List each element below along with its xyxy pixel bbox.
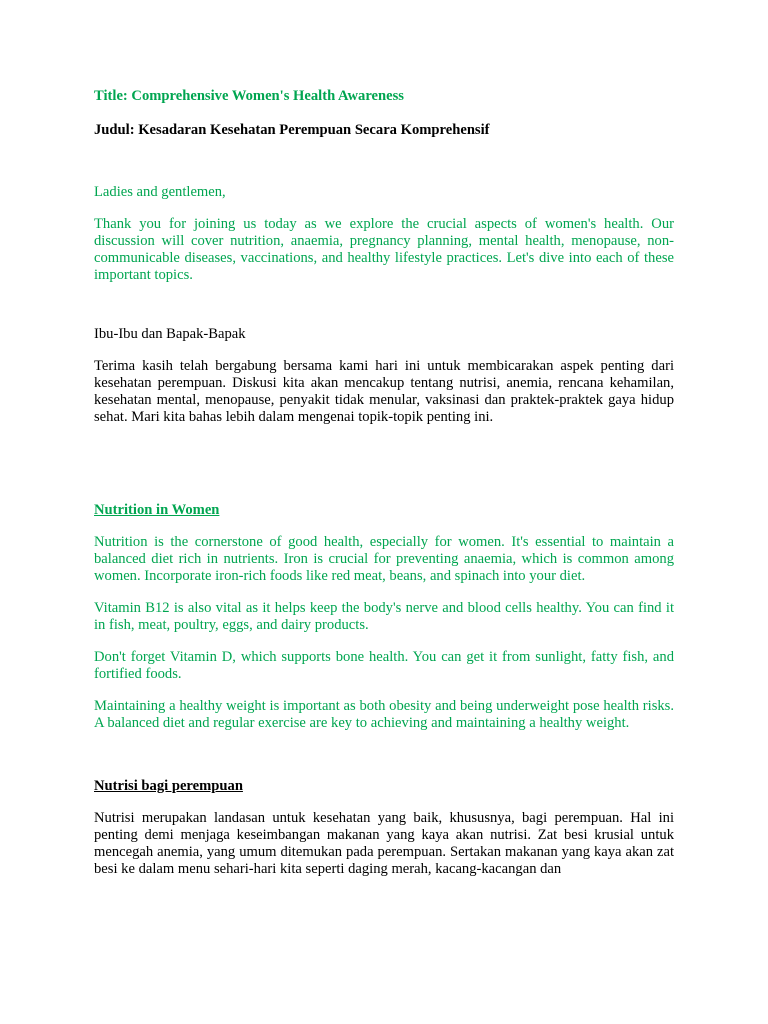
section-heading-nutrition-english: Nutrition in Women [94,502,220,518]
greeting-indonesian: Ibu-Ibu dan Bapak-Bapak [94,326,246,342]
nutrition-english-paragraph: Nutrition is the cornerstone of good health, especially for women. It's essential to maintain a balanced diet rich in nutrients. Iron is crucial for preventing anaemia, which is common among women. Incorporate iron-rich foods like red meat, beans, and spinach into your diet. [94,534,674,584]
title-english: Title: Comprehensive Women's Health Awareness [94,88,404,104]
intro-indonesian: Terima kasih telah bergabung bersama kami hari ini untuk membicarakan aspek penting dari kesehatan perempuan. Diskusi kita akan mencakup tentang nutrisi, anemia, rencana kehamilan, kesehatan mental, menopause, penyakit tidak menular, vaksinasi dan praktek-praktek gaya hidup sehat. Mari kita bahas lebih dalam mengenai topik-topik penting ini. [94,358,674,425]
greeting-english: Ladies and gentlemen, [94,184,226,200]
document-page [94,88,674,878]
intro-english: Thank you for joining us today as we explore the crucial aspects of women's health. Our discussion will cover nutrition, anaemia, pregnancy planning, mental health, menopause, non-communicable diseases, vaccinations, and healthy lifestyle practices. Let's dive into each of these important topics. [94,216,674,283]
section-heading-nutrition-indonesian: Nutrisi bagi perempuan [94,778,243,794]
nutrition-english-paragraph: Maintaining a healthy weight is important as both obesity and being underweight pose health risks. A balanced diet and regular exercise are key to achieving and maintaining a healthy weight. [94,698,674,731]
nutrition-indonesian-paragraph: Nutrisi merupakan landasan untuk kesehatan yang baik, khususnya, bagi perempuan. Hal ini penting demi menjaga keseimbangan makanan yang kaya akan nutrisi. Zat besi krusial untuk mencegah anemia, yang umum ditemukan pada perempuan. Sertakan makanan yang kaya akan zat besi ke dalam menu sehari-hari kita seperti daging merah, kacang-kacangan dan [94,810,674,877]
title-indonesian: Judul: Kesadaran Kesehatan Perempuan Secara Komprehensif [94,122,490,138]
nutrition-english-paragraph: Don't forget Vitamin D, which supports bone health. You can get it from sunlight, fatty fish, and fortified foods. [94,649,674,682]
nutrition-english-paragraph: Vitamin B12 is also vital as it helps keep the body's nerve and blood cells healthy. You can find it in fish, meat, poultry, eggs, and dairy products. [94,600,674,633]
